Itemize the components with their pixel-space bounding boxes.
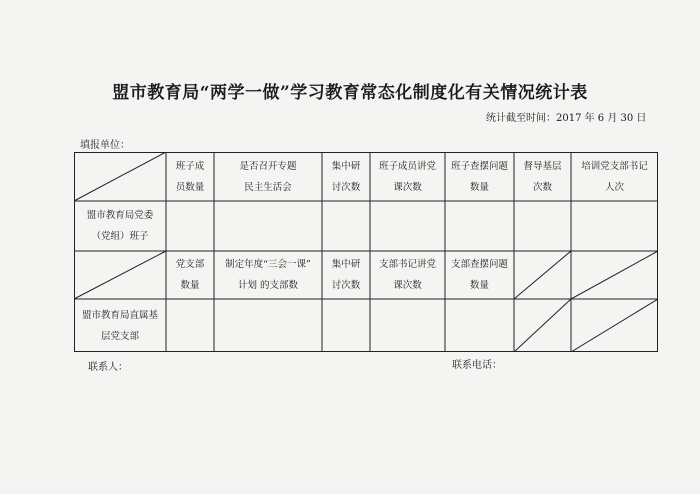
header-text-line: 集中研	[331, 160, 361, 172]
row-label-party-committee	[74, 201, 166, 251]
header-study-session-count	[322, 152, 370, 201]
header-text-line: 数量	[180, 280, 200, 291]
header-secretary-lecture-count	[370, 251, 445, 299]
header-text-line: 班子成	[175, 160, 205, 172]
contact-phone-label: 联系电话：	[452, 360, 502, 371]
header-text-line: 课次数	[393, 181, 422, 193]
header-supervision-count	[514, 152, 571, 201]
header-text-line: 讨次数	[331, 280, 361, 291]
row-label-line: 盟市教育局直属基	[81, 309, 158, 321]
header-branch-study-count	[322, 251, 370, 299]
header-text-line: 集中研	[331, 259, 361, 270]
header-text-line: 课次数	[393, 280, 422, 291]
header-text-line: 数量	[469, 280, 489, 291]
header-text-line: 督导基层	[523, 160, 562, 172]
header-branch-problem-count	[445, 251, 514, 299]
page-title: 盟市教育局“两学一做”学习教育常态化制度化有关情况统计表	[112, 83, 588, 103]
header-text-line: 民主生活会	[244, 181, 292, 193]
row-label-line: 层党支部	[100, 330, 139, 342]
header-party-lecture-count	[370, 152, 445, 201]
header-text-line: 制定年度“三会一课”	[225, 259, 311, 270]
header-text-line: 员数量	[175, 181, 205, 193]
header-text-line: 支部书记讲党	[378, 259, 436, 270]
header-text-line: 班子成员讲党	[378, 160, 436, 172]
header-text-line: 班子查摆问题	[450, 160, 508, 172]
header-text-line: 培训党支部书记	[581, 160, 648, 172]
row-label-line: 盟市教育局党委	[86, 210, 154, 221]
header-text-line: 讨次数	[331, 181, 361, 193]
header-branch-count	[166, 251, 214, 299]
statistics-table	[74, 152, 658, 352]
header-text-line: 计划 的支部数	[237, 280, 299, 291]
row-label-grassroots-branch	[74, 299, 166, 352]
row-label-line: （党组）班子	[91, 231, 149, 242]
header-text-line: 人次	[604, 181, 624, 193]
header-text-line: 支部查摆问题	[450, 259, 508, 270]
contact-person-label: 联系人：	[88, 362, 128, 373]
header-special-democratic-meeting	[214, 152, 322, 201]
header-team-member-count	[166, 152, 214, 201]
header-secretary-training	[571, 152, 658, 201]
filler-unit-label: 填报单位：	[80, 140, 130, 151]
stat-date: 统计截至时间：2017 年 6 月 30 日	[486, 113, 647, 124]
header-text-line: 党支部	[175, 259, 205, 270]
header-text-line: 数量	[469, 181, 489, 193]
header-problem-count	[445, 152, 514, 201]
header-text-line: 是否召开专题	[239, 160, 297, 172]
header-text-line: 次数	[532, 181, 552, 193]
header-annual-plan-branches	[214, 251, 322, 299]
